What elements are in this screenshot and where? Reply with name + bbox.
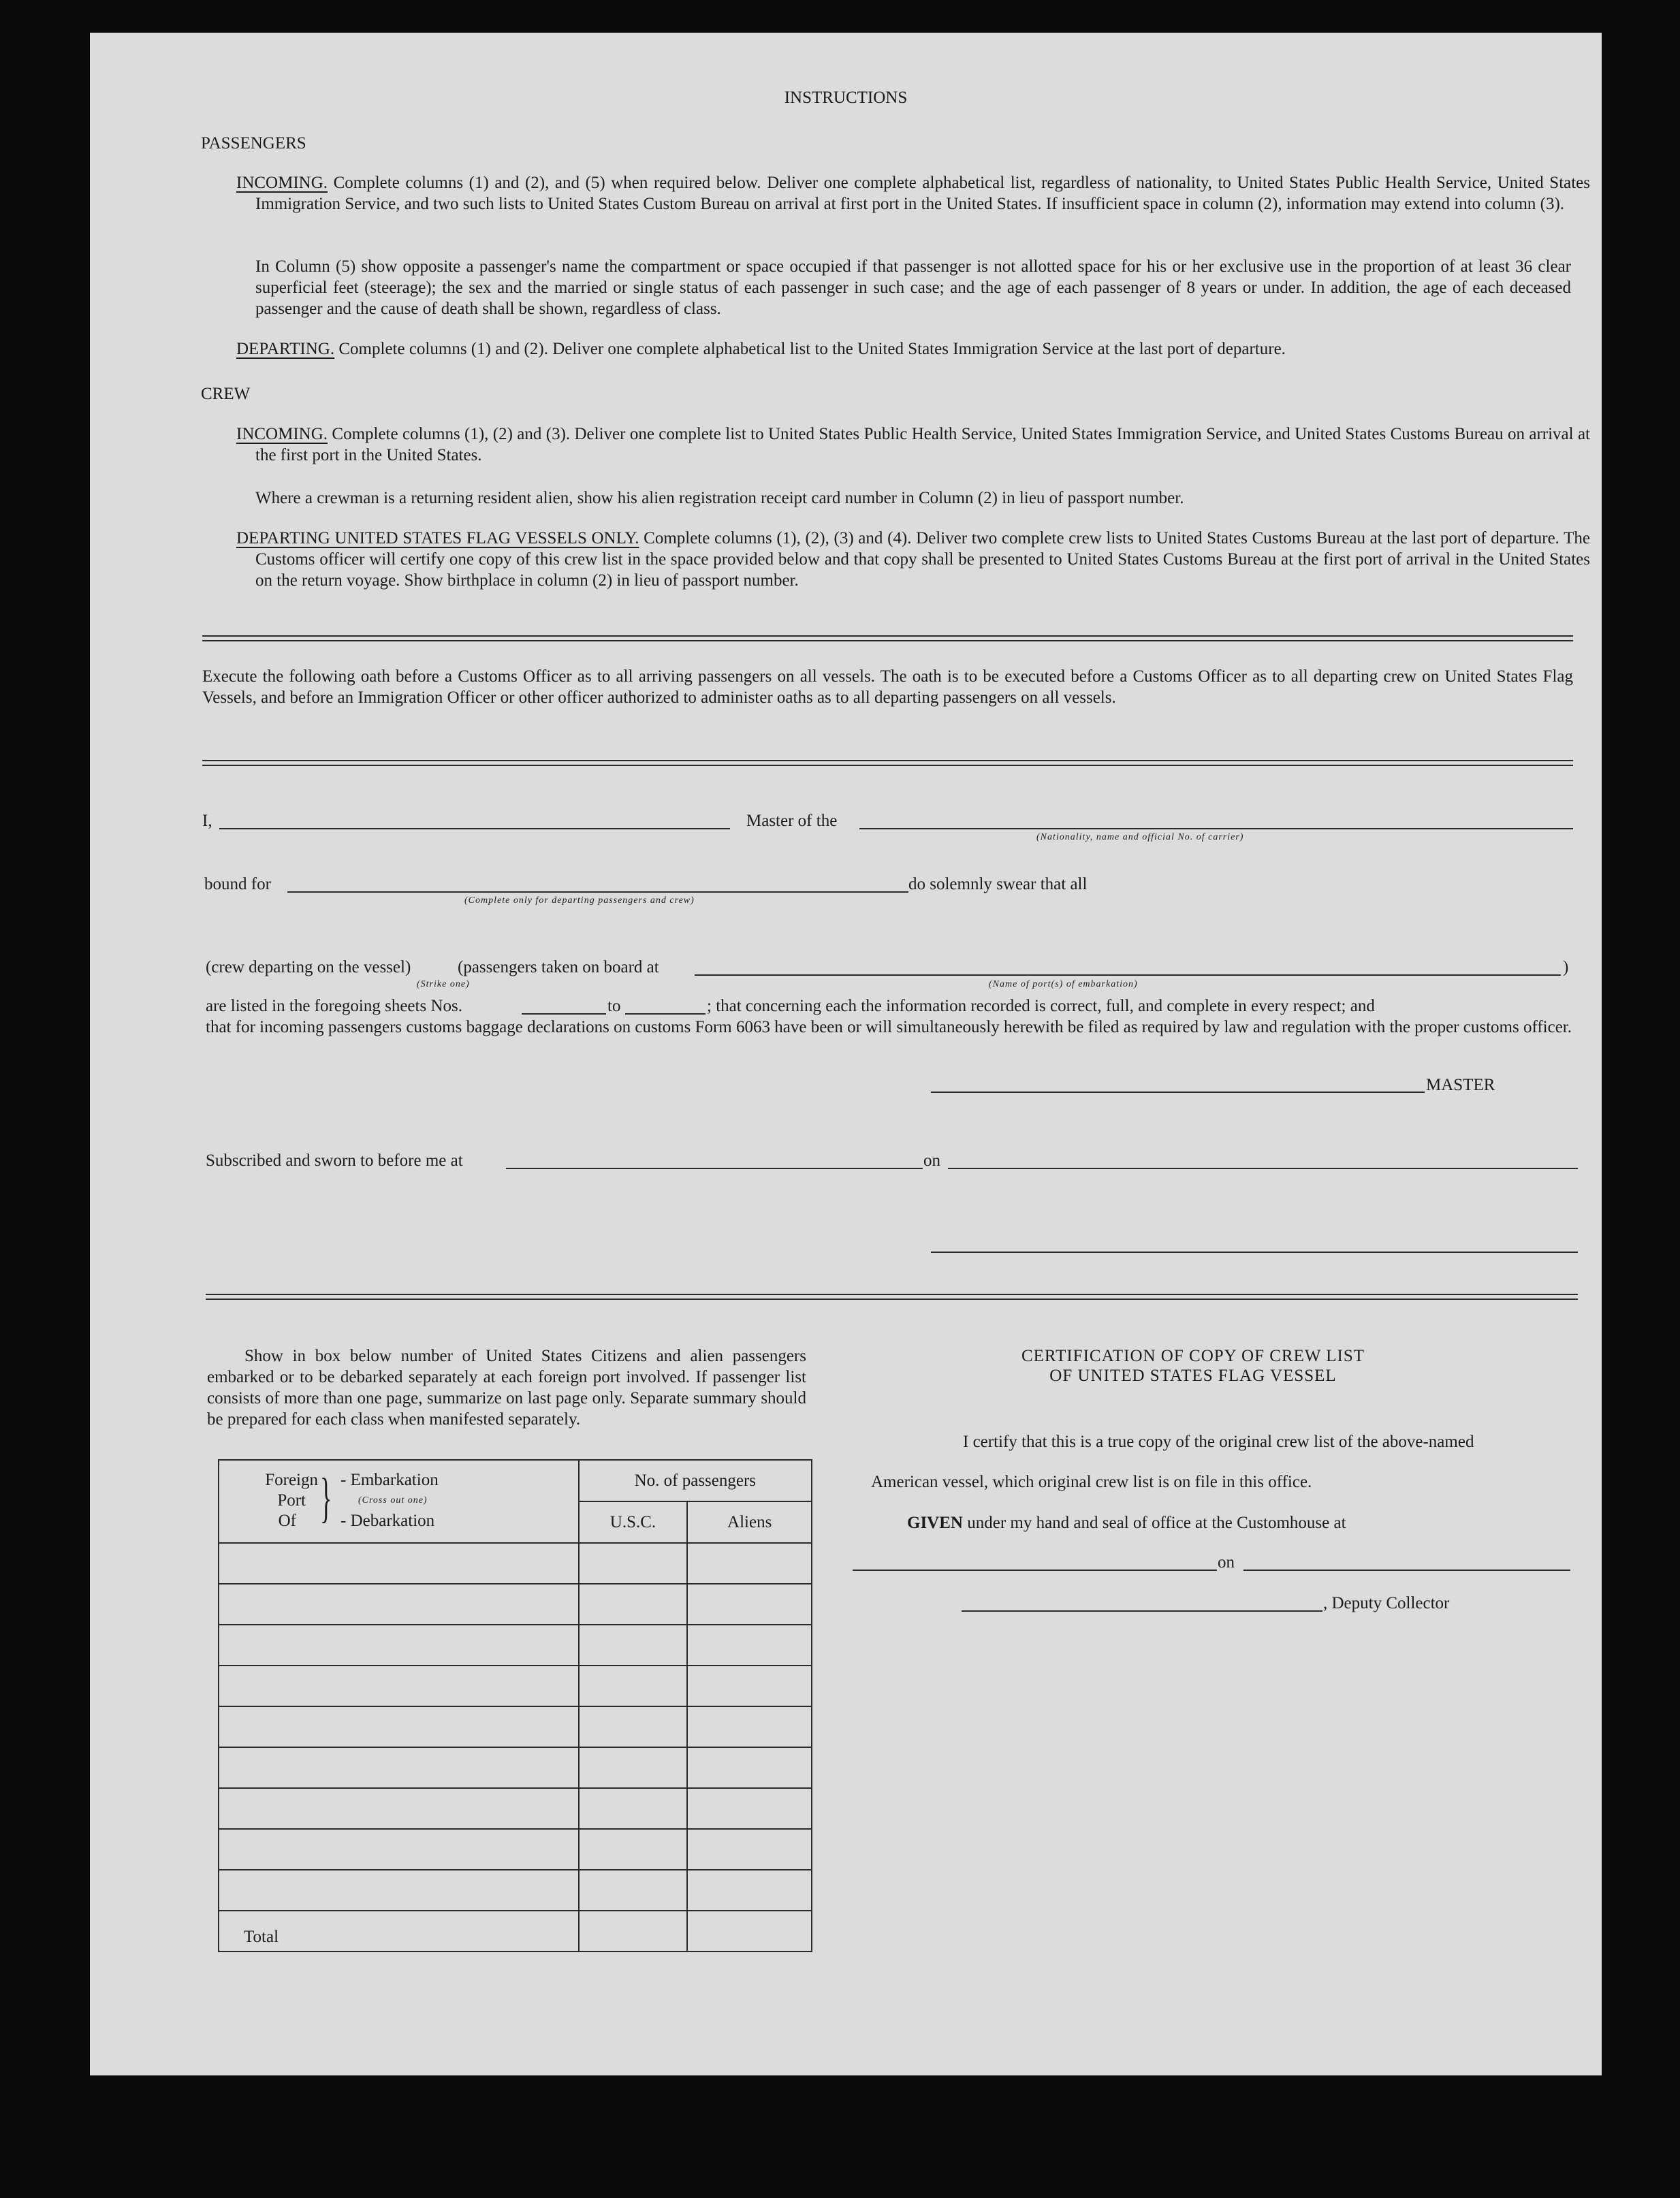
certify-text: I certify that this is a true copy of the original crew list of the above-named [963, 1433, 1474, 1451]
total-usc-cell[interactable] [579, 1911, 688, 1952]
summary-instructions: Show in box below number of United States Citizens and alien passengers embarked or to be debarked separately at each foreign port involved. If passenger list consists of more than one page, summarize on last page only. Separate summary should be prepared for each class when manifested separately. [207, 1347, 806, 1429]
port-cell[interactable] [219, 1666, 579, 1706]
crew-incoming-label: INCOMING. [236, 425, 328, 443]
crew-incoming-paragraph [236, 424, 1590, 466]
usc-cell[interactable] [579, 1829, 688, 1870]
aliens-header: Aliens [687, 1501, 812, 1543]
sworn-place-field[interactable] [506, 1168, 923, 1169]
given-text [907, 1512, 1346, 1533]
sworn-on-label: on [923, 1151, 940, 1170]
table-row [219, 1829, 812, 1870]
master-label: MASTER [1426, 1076, 1495, 1094]
port-cell[interactable] [219, 1788, 579, 1829]
usc-header: U.S.C. [579, 1501, 688, 1543]
crew-departing-option[interactable]: (crew departing on the vessel) [206, 958, 411, 976]
ports-hint: (Name of port(s) of embarkation) [989, 979, 1138, 989]
aliens-cell[interactable] [687, 1625, 812, 1666]
embarkation-ports-field[interactable] [695, 974, 1561, 976]
listed-correct-text: ; that concerning each the information recorded is correct, full, and complete in every respect; and [707, 997, 1375, 1015]
usc-cell[interactable] [579, 1584, 688, 1625]
close-paren: ) [1563, 958, 1569, 976]
sworn-date-field[interactable] [948, 1168, 1578, 1169]
nationality-hint: (Nationality, name and official No. of carrier) [1036, 832, 1244, 842]
customs-baggage-text: that for incoming passengers customs baggage declarations on customs Form 6063 have been or will simultaneously herewith be filed as required by law and regulation with the proper customs officer. [206, 1018, 1572, 1036]
port-cell[interactable] [219, 1584, 579, 1625]
bound-for-field[interactable] [287, 891, 908, 893]
strike-one-hint: (Strike one) [417, 979, 470, 989]
passengers-departing-paragraph [236, 338, 1590, 360]
master-of-the-label: Master of the [746, 812, 838, 830]
subscribed-label: Subscribed and sworn to before me at [206, 1151, 463, 1170]
deputy-collector-label: , Deputy Collector [1323, 1594, 1450, 1612]
divider-oath [206, 1294, 1578, 1300]
passenger-summary-table [218, 1459, 812, 1952]
port-cell[interactable] [219, 1870, 579, 1911]
aliens-cell[interactable] [687, 1584, 812, 1625]
crew-resident-paragraph: Where a crewman is a returning resident alien, show his alien registration receipt card number in Column (2) in lieu of passport number. [255, 489, 1184, 507]
table-row [219, 1870, 812, 1911]
of-label: Of [278, 1512, 296, 1530]
port-cell[interactable] [219, 1706, 579, 1747]
passengers-incoming-paragraph [236, 172, 1590, 214]
crew-departing-text: Complete columns (1), (2), (3) and (4). Deliver two complete crew lists to United States Customs Bureau at the last port of departure. The Customs officer will certify one copy of this crew list in the space provided below and that copy shall be presented to United States Customs Bureau at the first port of arrival in the United States on the return voyage. Show birthplace in column (2) in lieu of passport number. [255, 529, 1591, 590]
crew-departing-paragraph [236, 528, 1590, 591]
passengers-departing-text: Complete columns (1) and (2). Deliver one complete alphabetical list to the United States Immigration Service at the last port of departure. [338, 340, 1286, 358]
table-row [219, 1788, 812, 1829]
bound-for-hint: (Complete only for departing passengers and crew) [464, 895, 695, 906]
certification-date-field[interactable] [1243, 1570, 1570, 1571]
table-row [219, 1747, 812, 1788]
passengers-column5-paragraph: In Column (5) show opposite a passenger's name the compartment or space occupied if that passenger is not allotted space for his or her exclusive use in the proportion of at least 36 clear superficial feet (steerage); the sex and the married or single status of each passenger in such case; and the age of each passenger of 8 years or under. In addition, the age of each deceased passenger and the cause of death shall be shown, regardless of class. [255, 257, 1571, 318]
aliens-cell[interactable] [687, 1870, 812, 1911]
table-row [219, 1584, 812, 1625]
sheet-to-field[interactable] [625, 1013, 706, 1015]
passengers-incoming-label: INCOMING. [236, 174, 328, 192]
bound-for-label: bound for [204, 875, 271, 893]
table-row [219, 1666, 812, 1706]
swear-text: do solemnly swear that all [908, 875, 1088, 893]
table-row [219, 1543, 812, 1584]
master-signature-field[interactable] [931, 1092, 1425, 1093]
usc-cell[interactable] [579, 1625, 688, 1666]
crew-incoming-text: Complete columns (1), (2) and (3). Deliver one complete list to United States Public Health Service, United States Immigration Service, and United States Customs Bureau on arrival at the first port in the United States. [255, 425, 1590, 464]
certification-title-line1: CERTIFICATION OF COPY OF CREW LIST [1021, 1347, 1365, 1365]
usc-cell[interactable] [579, 1666, 688, 1706]
aliens-cell[interactable] [687, 1706, 812, 1747]
passengers-departing-label: DEPARTING. [236, 340, 335, 358]
officer-signature-field[interactable] [931, 1252, 1578, 1253]
total-label: Total [219, 1911, 579, 1952]
usc-cell[interactable] [579, 1543, 688, 1584]
port-header-cell [219, 1460, 579, 1543]
form-sheet [90, 33, 1602, 2075]
aliens-cell[interactable] [687, 1829, 812, 1870]
aliens-cell[interactable] [687, 1788, 812, 1829]
port-label: Port [277, 1491, 306, 1510]
passengers-heading: PASSENGERS [201, 134, 306, 153]
given-rest: under my hand and seal of office at the Customhouse at [967, 1514, 1346, 1532]
divider-oath-intro [202, 760, 1573, 766]
listed-sheets-text: are listed in the foregoing sheets Nos. [206, 997, 462, 1015]
deputy-signature-field[interactable] [962, 1610, 1322, 1612]
american-vessel-text: American vessel, which original crew list is on file in this office. [871, 1473, 1312, 1491]
no-of-passengers-header: No. of passengers [579, 1460, 812, 1501]
aliens-cell[interactable] [687, 1543, 812, 1584]
port-cell[interactable] [219, 1625, 579, 1666]
brace-icon: } [320, 1468, 332, 1528]
table-row [219, 1625, 812, 1666]
embarkation-option[interactable]: - Embarkation [340, 1471, 439, 1489]
certification-title-line2: OF UNITED STATES FLAG VESSEL [1049, 1367, 1337, 1385]
aliens-cell[interactable] [687, 1666, 812, 1706]
carrier-field[interactable] [859, 828, 1573, 829]
instructions-title: INSTRUCTIONS [784, 89, 908, 107]
passengers-incoming-text: Complete columns (1) and (2), and (5) when required below. Deliver one complete alphabetical list, regardless of nationality, to United States Public Health Service, United States Immigration Service, and two such lists to United States Custom Bureau on arrival at first port in the United States. If insufficient space in column (2), information may extend into column (3). [255, 174, 1591, 213]
cross-out-hint: (Cross out one) [358, 1495, 428, 1506]
table-row [219, 1706, 812, 1747]
oath-intro: Execute the following oath before a Customs Officer as to all arriving passengers on all vessels. The oath is to be executed before a Customs Officer as to all departing crew on United States Flag Vessels, and before an Immigration Officer or other officer authorized to administer oaths as to all departing passengers on all vessels. [202, 667, 1573, 707]
crew-heading: CREW [201, 385, 251, 403]
divider-instructions [202, 635, 1573, 641]
aliens-cell[interactable] [687, 1747, 812, 1788]
total-aliens-cell[interactable] [687, 1911, 812, 1952]
usc-cell[interactable] [579, 1870, 688, 1911]
customhouse-field[interactable] [853, 1570, 1217, 1571]
port-cell[interactable] [219, 1747, 579, 1788]
debarkation-option[interactable]: - Debarkation [340, 1512, 435, 1530]
total-row [219, 1911, 812, 1952]
port-cell[interactable] [219, 1543, 579, 1584]
foreign-label: Foreign [265, 1471, 318, 1489]
master-name-field[interactable] [219, 828, 730, 829]
port-cell[interactable] [219, 1829, 579, 1870]
oath-i-label: I, [202, 812, 212, 830]
crew-departing-label: DEPARTING UNITED STATES FLAG VESSELS ONLY. [236, 529, 639, 547]
sheet-from-field[interactable] [522, 1013, 606, 1015]
given-bold: GIVEN [907, 1514, 963, 1532]
usc-cell[interactable] [579, 1788, 688, 1829]
certification-on-label: on [1218, 1553, 1235, 1572]
usc-cell[interactable] [579, 1706, 688, 1747]
passengers-taken-option[interactable]: (passengers taken on board at [458, 958, 659, 976]
listed-to-text: to [607, 997, 621, 1015]
usc-cell[interactable] [579, 1747, 688, 1788]
